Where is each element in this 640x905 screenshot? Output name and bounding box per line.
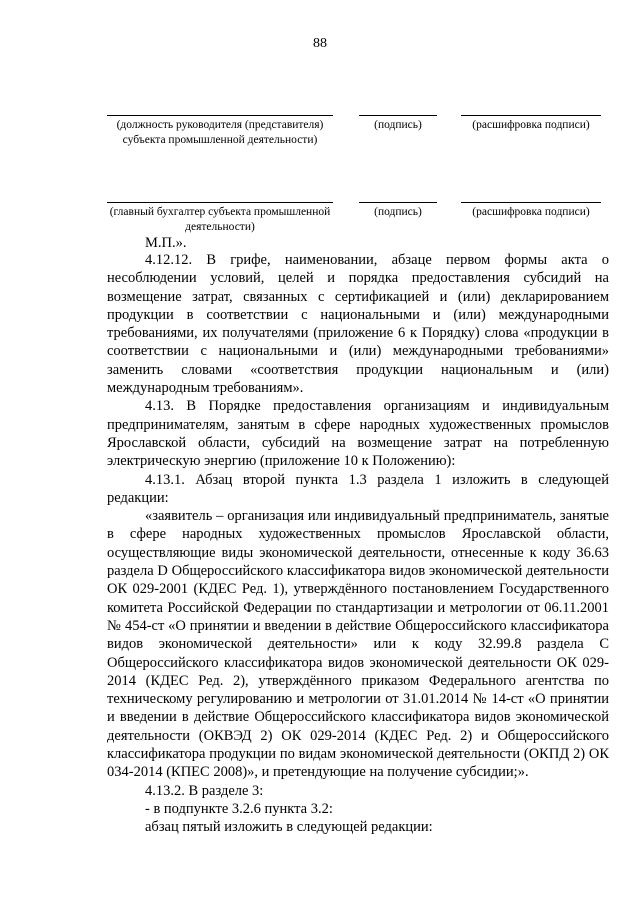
paragraph-4-12-12: 4.12.12. В грифе, наименовании, абзаце первом формы акта о несоблюдении условий, целей и порядка предоставления субсидий на возмещение затрат, связанных с сертификацией и (или) декларированием продукции в соответствии с национальными и (или) международными требованиями, их получателями (приложение 6 к Порядку) слова «продукции в соответствии с национальными и (или) международными требованиями» заменить словами «соответствия продукции национальным и (или) международным требованиям». — [107, 252, 609, 397]
position-field — [107, 115, 333, 148]
document-body — [107, 251, 609, 837]
paragraph-4-13-1: 4.13.1. Абзац второй пункта 1.3 раздела 1 изложить в следующей редакции: — [107, 471, 609, 506]
position-caption: (главный бухгалтер субъекта промышленной деятельности) — [109, 206, 331, 233]
paragraph-subitem: - в подпункте 3.2.6 пункта 3.2: — [145, 800, 333, 817]
signature-underline — [359, 202, 437, 203]
signature-underline — [107, 115, 333, 116]
decoding-caption: (расшифровка подписи) — [472, 119, 590, 131]
paragraph-4-13-2: 4.13.2. В разделе 3: — [145, 782, 264, 799]
signature-underline — [107, 202, 333, 203]
paragraph-quote: «заявитель – организация или индивидуальный предприниматель, занятые в сфере народных художественных промыслов Ярославской области, осуществляющие виды экономической деятельности, отнесенные к коду 36.63 раздела D Общероссийского классификатора видов экономической деятельности ОК 029-2001 (КДЕС Ред. 1), утверждённого постановлением Государственного комитета Российской Федерации по стандартизации и метрологии от 06.11.2001 № 454-ст «О принятии и введении в действие Общероссийского классификатора видов экономической деятельности» или к коду 32.99.8 раздела С Общероссийского классификатора видов экономической деятельности ОК 029-2014 (КДЕС Ред. 2), утверждённого приказом Федерального агентства по техническому регулированию и метрологии от 31.01.2014 № 14-ст «О принятии и введении в действие Общероссийского классификатора видов экономической деятельности (ОКВЭД 2) ОК 029-2014 (КДЕС Ред. 2) и Общероссийского классификатора продукции по видам экономической деятельности (ОКПД 2) ОК 034-2014 (КПЕС 2008)», и претендующие на получение субсидии;». — [107, 508, 609, 781]
position-field — [107, 202, 333, 235]
decoding-field — [461, 115, 601, 133]
signature-field — [359, 202, 437, 220]
signature-underline — [461, 202, 601, 203]
signature-caption: (подпись) — [374, 119, 422, 131]
decoding-caption: (расшифровка подписи) — [472, 206, 590, 218]
paragraph-fifth: абзац пятый изложить в следующей редакции: — [145, 819, 433, 836]
signature-underline — [359, 115, 437, 116]
signature-field — [359, 115, 437, 133]
paragraph-4-13: 4.13. В Порядке предоставления организациям и индивидуальным предпринимателям, занятым в сфере народных художественных промыслов Ярославской области, субсидий на возмещение затрат на потребленную электрическую энергию (приложение 10 к Положению): — [107, 398, 609, 470]
seal-mark: М.П.». — [145, 235, 187, 251]
signature-caption: (подпись) — [374, 206, 422, 218]
signature-underline — [461, 115, 601, 116]
decoding-field — [461, 202, 601, 220]
position-caption: (должность руководителя (представителя) субъекта промышленной деятельности) — [116, 119, 324, 146]
page-number: 88 — [313, 36, 327, 51]
